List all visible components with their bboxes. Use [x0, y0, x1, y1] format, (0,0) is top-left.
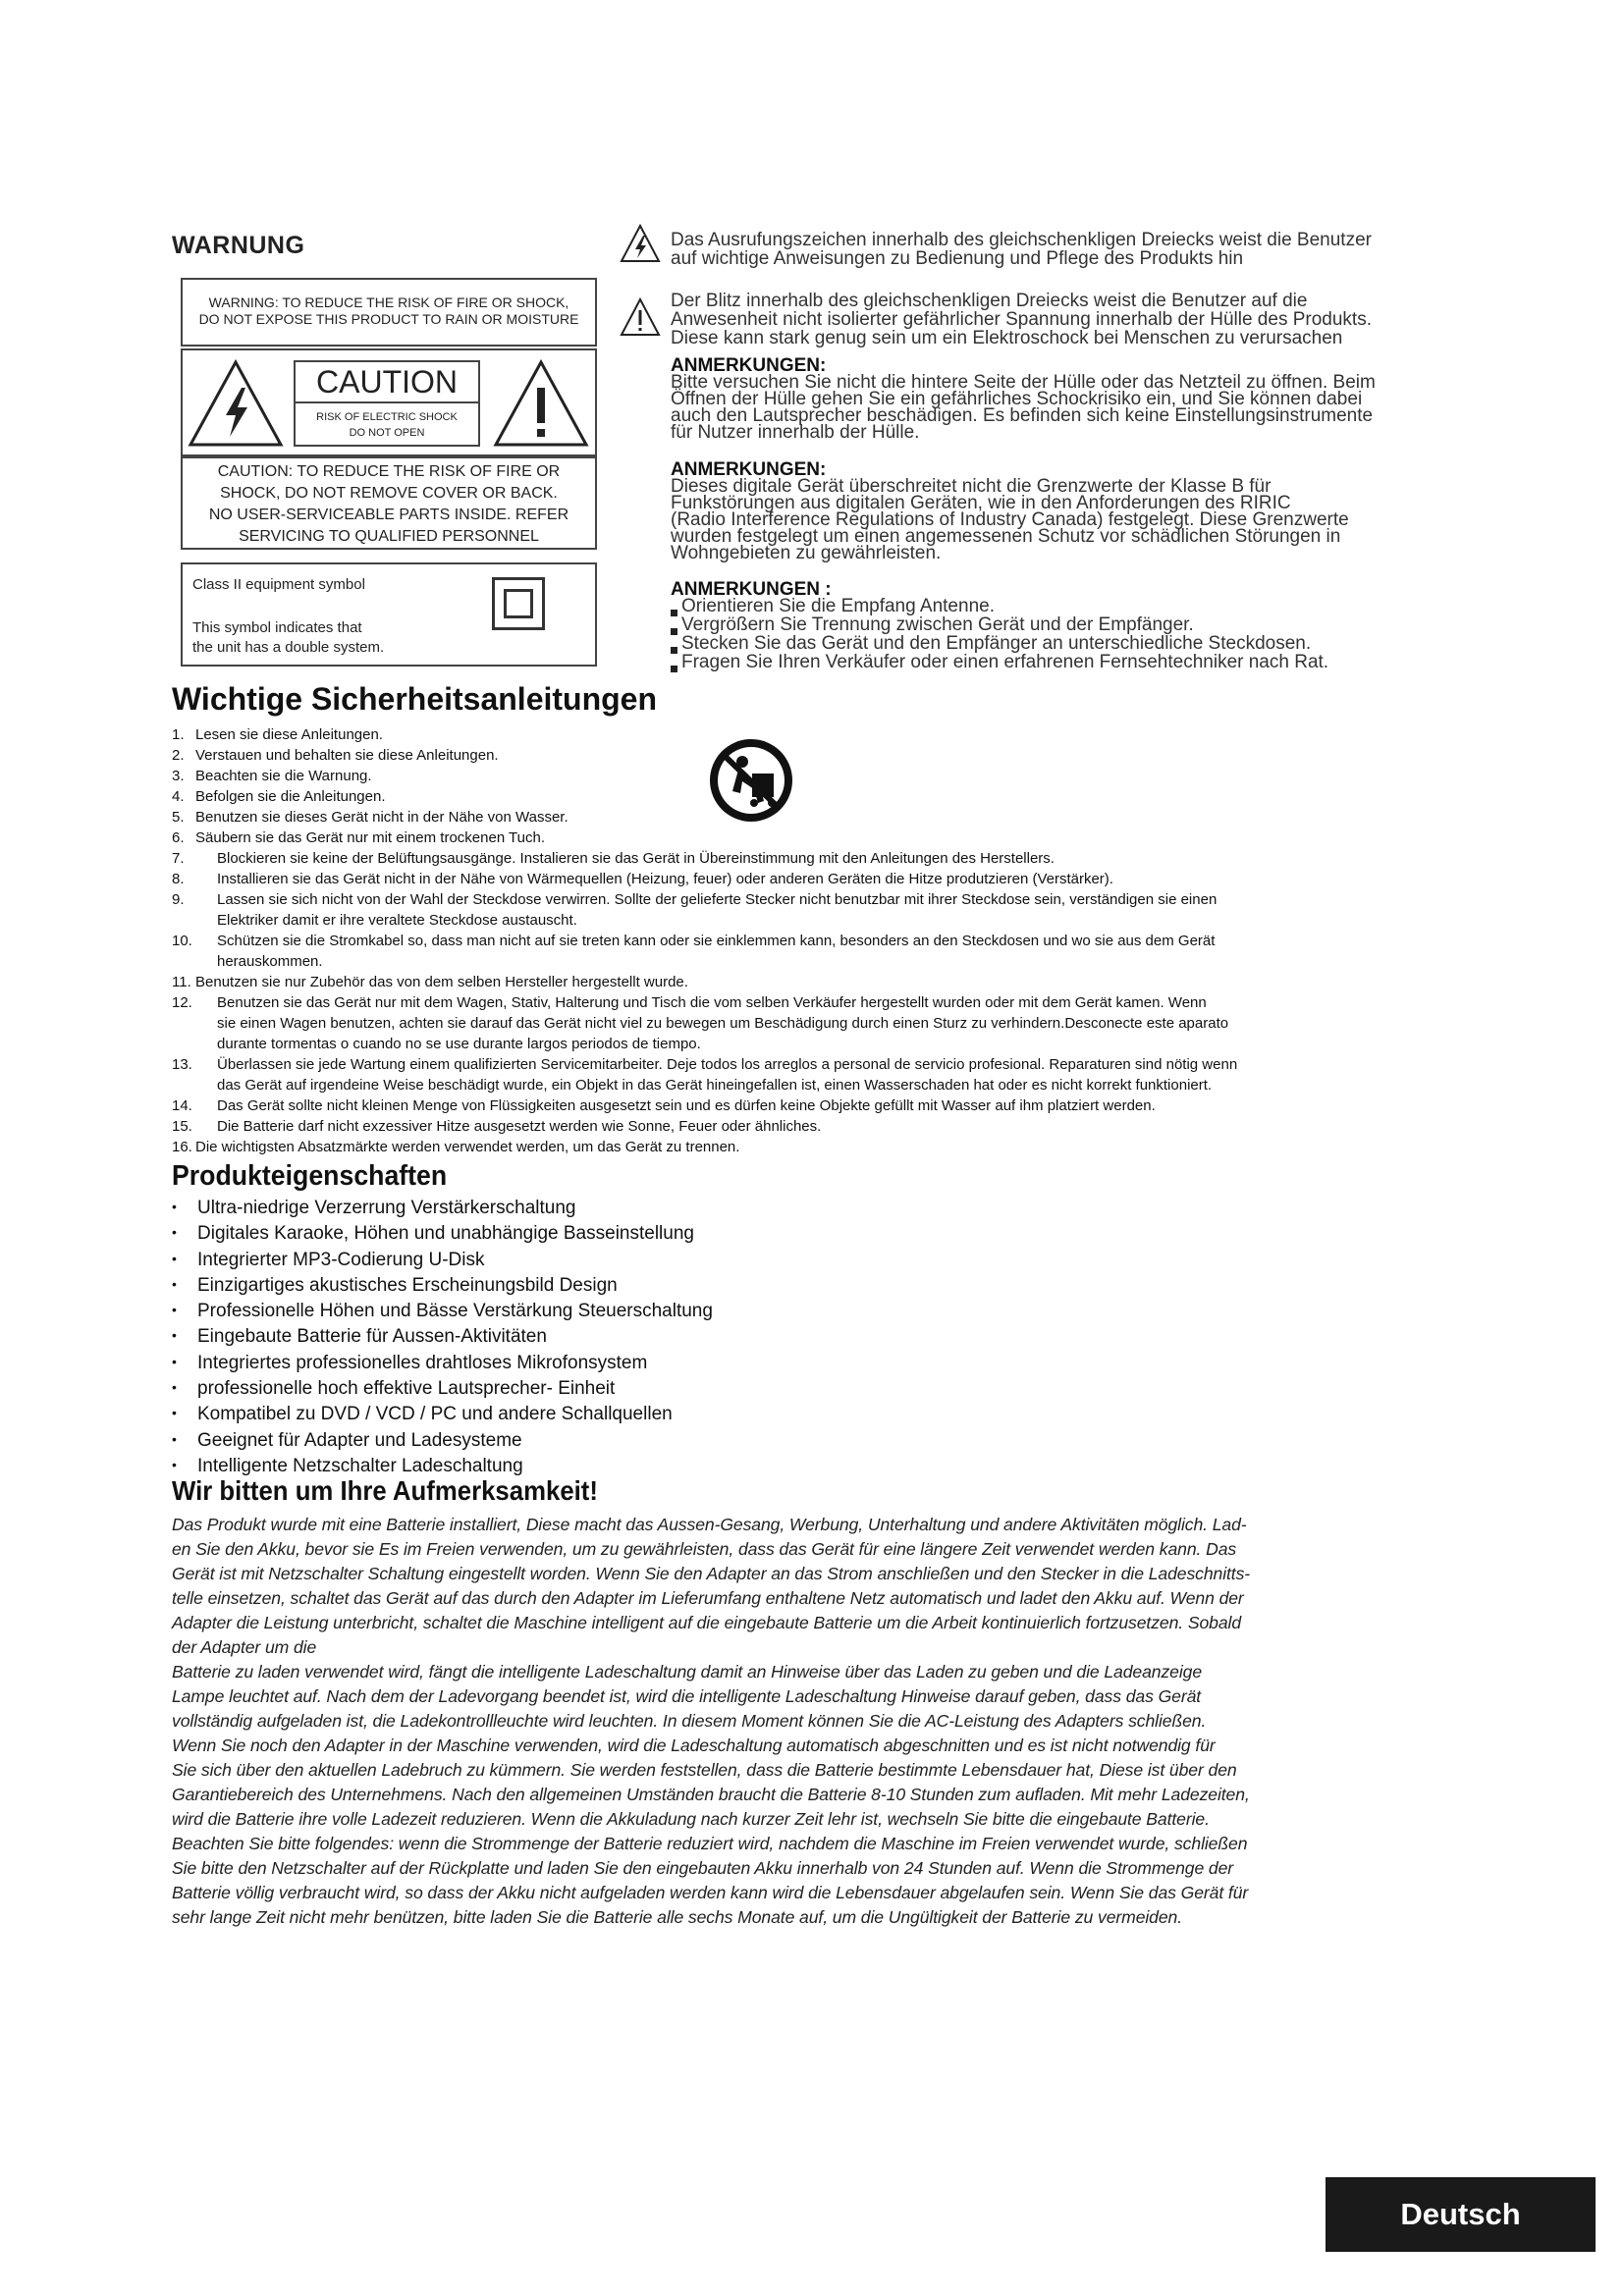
safety-item — [172, 1054, 1468, 1095]
feature-item: • Ultra-niedrige Verzerrung Verstärkerschaltung — [172, 1195, 713, 1220]
safety-item-number: 4. — [172, 788, 185, 805]
attention-line: Das Produkt wurde mit eine Batterie installiert, Diese macht das Aussen-Gesang, Werbung, Unterhaltung und andere Aktivitäten möglich. Lad- — [172, 1515, 1247, 1534]
safety-item — [172, 745, 1468, 766]
class2-label: Class II equipment symbol — [192, 576, 365, 593]
attention-line: Adapter die Leistung unterbricht, schaltet die Maschine intelligent auf die eingebaute Batterie um die Arbeit kontinuierlich fortzusetzen. Sobald — [172, 1613, 1242, 1632]
safety-item-number: 3. — [172, 768, 185, 784]
feature-item: • Kompatibel zu DVD / VCD / PC und andere Schallquellen — [172, 1401, 713, 1426]
safety-item-number: 2. — [172, 747, 185, 764]
note-line: Bitte versuchen Sie nicht die hintere Seite der Hülle oder das Netzteil zu öffnen. Beim — [671, 372, 1376, 393]
safety-item-number: 9. — [172, 891, 185, 908]
safety-item-number: 12. — [172, 994, 192, 1011]
note-bullet: Fragen Sie Ihren Verkäufer oder einen erfahrenen Fernsehtechniker nach Rat. — [671, 654, 1328, 672]
safety-item — [172, 1095, 1468, 1116]
safety-item-number: 16. — [172, 1139, 192, 1155]
safety-item-number: 14. — [172, 1097, 192, 1114]
exclamation-small-icon — [620, 297, 661, 337]
class2-description — [192, 618, 384, 658]
safety-item — [172, 786, 1468, 807]
feature-item: • Eingebaute Batterie für Aussen-Aktivitäten — [172, 1323, 713, 1349]
safety-list — [172, 724, 1468, 1157]
warning-heading: WARNUNG — [172, 232, 305, 259]
safety-item-text: Installieren sie das Gerät nicht in der Nähe von Wärmequellen (Heizung, feuer) oder anderen Geräten die Hitze produtzieren (Verstärker). — [217, 871, 1113, 887]
attention-line: Garantiebereich des Unternehmens. Nach den allgemeinen Umständen braucht die Batterie 8-10 Stunden zum aufladen. Mit mehr Ladezeiten, — [172, 1785, 1250, 1804]
safety-item-text: Benutzen sie nur Zubehör das von dem selben Hersteller hergestellt wurde. — [195, 974, 688, 990]
safety-item-number: 7. — [172, 850, 185, 867]
warning-box-line: WARNING: TO REDUCE THE RISK OF FIRE OR SHOCK, — [208, 294, 569, 310]
feature-item: • Professionelle Höhen und Bässe Verstärkung Steuerschaltung — [172, 1298, 713, 1323]
feature-item: • Integriertes professionelles drahtloses Mikrofonsystem — [172, 1350, 713, 1375]
explanation-line: Anwesenheit nicht isolierter gefährlicher Spannung innerhalb der Hülle des Produkts. — [671, 309, 1372, 330]
warning-service-line: CAUTION: TO REDUCE THE RISK OF FIRE OR — [217, 463, 561, 480]
safety-item-text: Befolgen sie die Anleitungen. — [195, 788, 386, 805]
safety-item-number: 15. — [172, 1118, 192, 1135]
attention-line: sehr lange Zeit nicht mehr benützen, bitte laden Sie die Batterie alle sechs Monate auf, um die Ungültigkeit der Batterie zu vermeiden. — [172, 1907, 1183, 1927]
warning-service-line: NO USER-SERVICEABLE PARTS INSIDE. REFER — [208, 507, 569, 523]
attention-line: Lampe leuchtet auf. Nach dem der Ladevorgang beendet ist, wird die intelligente Ladeschaltung Hinweise darauf geben, dass das Gerät — [172, 1686, 1202, 1706]
attention-line: Batterie völlig verbraucht wird, so dass der Akku nicht aufgeladen werden kann wird die Lebensdauer abgelaufen sein. Wenn Sie das Gerät für — [172, 1883, 1249, 1902]
safety-item-text: Benutzen sie dieses Gerät nicht in der Nähe von Wasser. — [195, 809, 568, 826]
note-line: für Nutzer innerhalb der Hülle. — [671, 422, 920, 443]
note-bullet: Stecken Sie das Gerät und den Empfänger an unterschiedliche Steckdosen. — [671, 635, 1328, 654]
feature-item: • Intelligente Netzschalter Ladeschaltung — [172, 1453, 713, 1478]
safety-item-text: Die wichtigsten Absatzmärkte werden verwendet werden, um das Gerät zu trennen. — [195, 1139, 740, 1155]
note-2 — [671, 461, 1349, 561]
safety-item-number: 1. — [172, 726, 185, 743]
note-1 — [671, 357, 1376, 441]
warning-service-line: SHOCK, DO NOT REMOVE COVER OR BACK. — [220, 485, 558, 502]
safety-item-text: das Gerät auf irgendeine Weise beschädigt wurde, ein Objekt in das Gerät hineingefallen ist, einen Wasserschaden hat oder es nicht korrekt funktioniert. — [217, 1077, 1213, 1094]
attention-line: telle einsetzen, schaltet das Gerät auf das durch den Adapter im Lieferumfang enthaltene Netz automatisch und ladet den Akku auf. Wenn der — [172, 1588, 1244, 1608]
safety-item — [172, 869, 1468, 889]
safety-item — [172, 724, 1468, 745]
features-list — [172, 1195, 713, 1478]
note-title: ANMERKUNGEN: — [671, 459, 827, 480]
safety-item-text: Verstauen und behalten sie diese Anleitungen. — [195, 747, 499, 764]
safety-item-text: Die Batterie darf nicht exzessiver Hitze ausgesetzt werden wie Sonne, Feuer oder ähnliches. — [217, 1118, 822, 1135]
lightning-small-icon — [620, 224, 661, 263]
class2-desc-line: This symbol indicates that — [192, 619, 362, 636]
safety-item-number: 11. — [172, 974, 191, 990]
feature-item: • Digitales Karaoke, Höhen und unabhängige Basseinstellung — [172, 1220, 713, 1246]
warning-box-line: DO NOT EXPOSE THIS PRODUCT TO RAIN OR MOISTURE — [198, 311, 579, 327]
safety-item-text: Benutzen sie das Gerät nur mit dem Wagen, Stativ, Halterung und Tisch die vom selben Verkäufer hergestellt wurden oder mit dem Gerät kamen. Wenn — [217, 994, 1207, 1011]
caution-title: CAUTION — [296, 362, 478, 403]
safety-item-text: Beachten sie die Warnung. — [195, 768, 372, 784]
attention-line: Batterie zu laden verwendet wird, fängt die intelligente Ladeschaltung damit an Hinweise über das Laden zu geben und die Ladeanzeige — [172, 1662, 1203, 1682]
attention-heading: Wir bitten um Ihre Aufmerksamkeit! — [172, 1475, 598, 1506]
safety-item — [172, 807, 1468, 828]
note-title: ANMERKUNGEN : — [671, 579, 832, 600]
feature-item: • Einzigartiges akustisches Erscheinungsbild Design — [172, 1272, 713, 1298]
warning-service-line: SERVICING TO QUALIFIED PERSONNEL — [239, 528, 539, 545]
lightning-explanation — [671, 292, 1372, 347]
note-bullet: Orientieren Sie die Empfang Antenne. — [671, 598, 1328, 616]
note-title: ANMERKUNGEN: — [671, 355, 827, 376]
caution-sub-line: DO NOT OPEN — [349, 427, 425, 439]
note-line: Dieses digitale Gerät überschreitet nicht die Grenzwerte der Klasse B für — [671, 476, 1272, 497]
caution-symbols-box — [181, 348, 597, 456]
caution-label — [294, 360, 480, 447]
attention-line: Wenn Sie noch den Adapter in der Maschine verwenden, wird die Ladeschaltung automatisch abgeschnitten und es ist nicht notwendig für — [172, 1735, 1216, 1755]
note-line: Wohngebieten zu gewährleisten. — [671, 543, 942, 563]
attention-line: Beachten Sie bitte folgendes: wenn die Strommenge der Batterie reduziert wird, nachdem die Maschine im Freien verwendet wurde, schließen — [172, 1834, 1248, 1853]
attention-line: vollständig aufgeladen ist, die Ladekontrollleuchte wird leuchten. In diesem Moment können Sie die AC-Leistung des Adapters schließen. — [172, 1711, 1207, 1731]
attention-line: wird die Batterie ihre volle Ladezeit reduzieren. Wenn die Akkuladung nach kurzer Zeit lehr ist, wechseln Sie bitte die eingebaute Batterie. — [172, 1809, 1210, 1829]
safety-item-text: sie einen Wagen benutzen, achten sie darauf das Gerät nicht viel zu bewegen um Beschädigung durch einen Sturz zu verhindern.Desconecte este aparato — [217, 1015, 1229, 1032]
safety-item-text: Das Gerät sollte nicht kleinen Menge von Flüssigkeiten ausgesetzt sein und es dürfen keine Objekte gefüllt mit Wasser auf ihm platziert werden. — [217, 1097, 1156, 1114]
attention-line: Sie sich über den aktuellen Ladebruch zu kümmern. Sie werden feststellen, dass die Batterie bestimmte Lebensdauer hat, Diese ist über den — [172, 1760, 1237, 1780]
safety-item-number: 8. — [172, 871, 185, 887]
feature-item: • professionelle hoch effektive Lautsprecher- Einheit — [172, 1375, 713, 1401]
safety-item — [172, 931, 1468, 972]
note-line: auch den Lautsprecher beschädigen. Es befinden sich keine Einstellungsinstrumente — [671, 405, 1374, 426]
explanation-line: Der Blitz innerhalb des gleichschenkligen Dreiecks weist die Benutzer auf die — [671, 291, 1308, 311]
feature-item: • Geeignet für Adapter und Ladesysteme — [172, 1427, 713, 1453]
caution-sub-line: RISK OF ELECTRIC SHOCK — [316, 411, 458, 423]
explanation-line: Das Ausrufungszeichen innerhalb des gleichschenkligen Dreiecks weist die Benutzer — [671, 230, 1372, 250]
safety-item-text: Lesen sie diese Anleitungen. — [195, 726, 383, 743]
safety-heading: Wichtige Sicherheitsanleitungen — [172, 681, 658, 717]
note-line: Funkstörungen aus digitalen Geräten, wie in den Anforderungen des RIRIC — [671, 493, 1291, 513]
attention-text — [172, 1513, 1497, 1930]
safety-item — [172, 1137, 1468, 1157]
explanation-line: Diese kann stark genug sein um ein Elektroschock bei Menschen zu verursachen — [671, 328, 1343, 348]
exclamation-triangle-icon — [492, 358, 590, 449]
explanation-line: auf wichtige Anweisungen zu Bedienung und Pflege des Produkts hin — [671, 248, 1244, 269]
feature-item: • Integrierter MP3-Codierung U-Disk — [172, 1247, 713, 1272]
attention-line: Gerät ist mit Netzschalter Schaltung eingestellt worden. Wenn Sie den Adapter an das Strom anschließen und den Stecker in die Ladeschnitts- — [172, 1564, 1251, 1583]
safety-item-number: 5. — [172, 809, 185, 826]
safety-item-text: Schützen sie die Stromkabel so, dass man nicht auf sie treten kann oder sie einklemmen kann, besonders an den Steckdosen und wo sie aus dem Gerät — [217, 933, 1216, 949]
warning-box-moisture — [181, 278, 597, 347]
note-line: wurden festgelegt um einen angemessenen Schutz vor schädlichen Störungen in — [671, 526, 1341, 547]
features-heading: Produkteigenschaften — [172, 1160, 448, 1192]
safety-item-number: 13. — [172, 1056, 192, 1073]
safety-item — [172, 992, 1468, 1054]
note-line: (Radio Interference Regulations of Industry Canada) festgelegt. Diese Grenzwerte — [671, 509, 1349, 530]
safety-item-text: durante tormentas o cuando no se use durante largos periodos de tiempo. — [217, 1036, 701, 1052]
attention-line: Sie bitte den Netzschalter auf der Rückplatte und laden Sie den eingebauten Akku innerhalb von 24 Stunden auf. Wenn die Strommenge der — [172, 1858, 1234, 1878]
safety-item — [172, 766, 1468, 786]
safety-item-text: herauskommen. — [217, 953, 323, 970]
class2-box — [181, 562, 597, 667]
safety-item — [172, 828, 1468, 848]
warning-box-service — [181, 456, 597, 550]
language-label: Deutsch — [1326, 2177, 1596, 2252]
safety-item-number: 6. — [172, 829, 185, 846]
note-3 — [671, 581, 1328, 672]
double-square-icon — [492, 577, 545, 630]
safety-item-text: Elektriker damit er ihre veraltete Steckdose austauscht. — [217, 912, 577, 929]
safety-item — [172, 848, 1468, 869]
attention-line: der Adapter um die — [172, 1637, 317, 1657]
safety-item-text: Überlassen sie jede Wartung einem qualifizierten Servicemitarbeiter. Deje todos los arreglos a personal de servicio profesional. Reparaturen sind nötig wenn — [217, 1056, 1238, 1073]
safety-item — [172, 889, 1468, 931]
safety-item — [172, 1116, 1468, 1137]
safety-item — [172, 972, 1468, 992]
attention-line: en Sie den Akku, bevor sie Es im Freien verwenden, um zu gewährleisten, dass das Gerät für eine längere Zeit verwendet werden kann. Das — [172, 1539, 1237, 1559]
safety-item-number: 10. — [172, 933, 192, 949]
note-bullet: Vergrößern Sie Trennung zwischen Gerät und der Empfänger. — [671, 616, 1328, 635]
class2-desc-line: the unit has a double system. — [192, 639, 385, 656]
safety-item-text: Säubern sie das Gerät nur mit einem trockenen Tuch. — [195, 829, 546, 846]
exclamation-explanation — [671, 231, 1372, 268]
safety-item-text: Lassen sie sich nicht von der Wahl der Steckdose verwirren. Sollte der gelieferte Stecker nicht benutzbar mit ihrer Steckdose sein, verständigen sie einen — [217, 891, 1218, 908]
caution-subtitle — [296, 403, 478, 441]
note-line: Öffnen der Hülle gehen Sie ein gefährliches Schockrisiko ein, und Sie können dabei — [671, 389, 1363, 409]
safety-item-text: Blockieren sie keine der Belüftungsausgänge. Instalieren sie das Gerät in Übereinstimmung mit den Anleitungen des Herstellers. — [217, 850, 1055, 867]
lightning-triangle-icon — [187, 358, 285, 449]
